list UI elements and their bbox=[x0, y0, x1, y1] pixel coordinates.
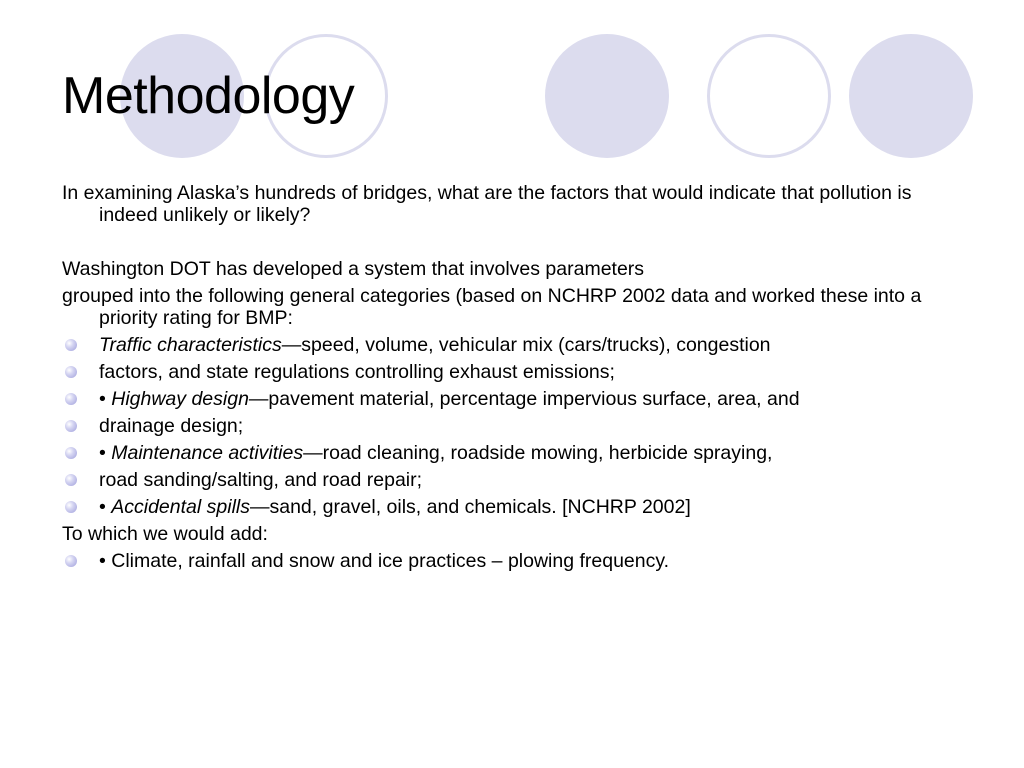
bullet-text: —pavement material, percentage impervious surface, area, and bbox=[248, 388, 800, 410]
bullet-text: road sanding/salting, and road repair; bbox=[99, 469, 423, 491]
decorative-circle-filled bbox=[545, 34, 669, 158]
bullet-text: • Climate, rainfall and snow and ice practices – plowing frequency. bbox=[99, 550, 670, 572]
bullet-text: —sand, gravel, oils, and chemicals. [NCHRP 2002] bbox=[249, 496, 691, 518]
bullet-icon bbox=[65, 339, 77, 351]
list-item bbox=[62, 415, 962, 437]
bullet-text: drainage design; bbox=[99, 415, 244, 437]
bullet-text: factors, and state regulations controlling exhaust emissions; bbox=[99, 361, 615, 383]
bullet-italic-term: Maintenance activities bbox=[111, 442, 304, 464]
bullet-text: —speed, volume, vehicular mix (cars/trucks), congestion bbox=[281, 334, 771, 356]
list-item bbox=[62, 442, 962, 464]
decorative-circle-filled bbox=[849, 34, 973, 158]
bullet-icon bbox=[65, 393, 77, 405]
bullet-icon bbox=[65, 366, 77, 378]
list-item bbox=[62, 469, 962, 491]
list-item bbox=[62, 496, 962, 518]
bullet-italic-term: Accidental spills bbox=[111, 496, 250, 518]
closing-line: To which we would add: bbox=[62, 523, 268, 545]
bullet-text: —road cleaning, roadside mowing, herbicide spraying, bbox=[303, 442, 773, 464]
bullet-prefix: • bbox=[99, 442, 112, 464]
bullet-prefix: • bbox=[99, 388, 112, 410]
bullet-icon bbox=[65, 474, 77, 486]
bullet-prefix: • bbox=[99, 496, 112, 518]
bullet-icon bbox=[65, 447, 77, 459]
bullet-italic-term: Traffic characteristics bbox=[99, 334, 282, 356]
intro-paragraph: In examining Alaska’s hundreds of bridges, what are the factors that would indicate that pollution is indeed unlikely or likely? bbox=[62, 182, 912, 226]
bullet-icon bbox=[65, 555, 77, 567]
wsdot-paragraph: Washington DOT has developed a system that involves parameters bbox=[62, 258, 645, 280]
list-item bbox=[62, 388, 962, 410]
categories-paragraph: grouped into the following general categories (based on NCHRP 2002 data and worked these into a priority rating for BMP: bbox=[62, 285, 922, 329]
slide-body bbox=[62, 182, 962, 577]
list-item bbox=[62, 334, 962, 356]
bullet-icon bbox=[65, 420, 77, 432]
slide-title: Methodology bbox=[62, 67, 355, 125]
bullet-italic-term: Highway design bbox=[111, 388, 249, 410]
list-item bbox=[62, 361, 962, 383]
decorative-circle-outline bbox=[707, 34, 831, 158]
list-item bbox=[62, 550, 962, 572]
bullet-icon bbox=[65, 501, 77, 513]
